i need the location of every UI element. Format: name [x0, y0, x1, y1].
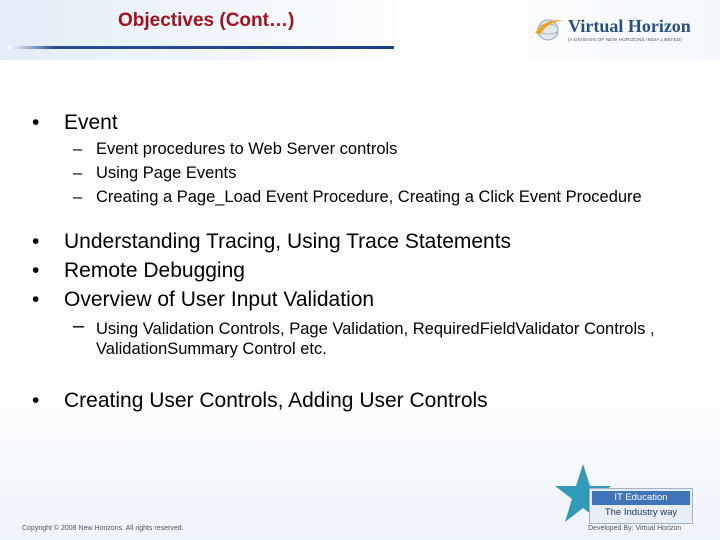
- bullet-dot: •: [32, 111, 40, 134]
- bullet-dot: •: [32, 288, 40, 311]
- sub-bullet-text: Creating a Page_Load Event Procedure, Creating a Click Event Procedure: [96, 188, 642, 206]
- bullet-dot: •: [32, 259, 40, 282]
- bullet-text: Event: [64, 111, 118, 134]
- bullet-text: Creating User Controls, Adding User Controls: [64, 389, 488, 412]
- slide-title: Objectives (Cont…): [118, 10, 295, 31]
- sub-bullet-dash: –: [73, 164, 83, 182]
- logo-name: Virtual Horizon: [568, 16, 691, 36]
- footer-copyright: Copyright © 2008 New Horizons. All rights reserved.: [22, 525, 184, 532]
- bullet-dot: •: [32, 389, 40, 412]
- bullet-text: Remote Debugging: [64, 259, 245, 282]
- footer-developer: Developed By: Virtual Horizon: [588, 525, 682, 532]
- logo-subtitle: (A DIVISION OF NEW HORIZONS INDIA LIMITED): [568, 38, 683, 43]
- bullet-text: Understanding Tracing, Using Trace Statements: [64, 230, 512, 253]
- badge-line-2: The Industry way: [592, 506, 690, 520]
- sub-bullet-text: Using Page Events: [96, 164, 237, 182]
- bullet-text: Overview of User Input Validation: [64, 288, 375, 311]
- sub-bullet-dash: –: [73, 315, 85, 337]
- sub-bullet-text: Using Validation Controls, Page Validation, RequiredFieldValidator Controls , ValidationSummary Control etc.: [96, 320, 655, 358]
- sub-bullet-text: Event procedures to Web Server controls: [96, 140, 398, 158]
- badge-line-1: IT Education: [592, 491, 690, 505]
- it-education-badge: [553, 462, 703, 528]
- badge-box: [589, 488, 693, 524]
- sub-bullet-dash: –: [73, 188, 83, 206]
- sub-bullet-dash: –: [73, 140, 83, 158]
- bullet-dot: •: [32, 230, 40, 253]
